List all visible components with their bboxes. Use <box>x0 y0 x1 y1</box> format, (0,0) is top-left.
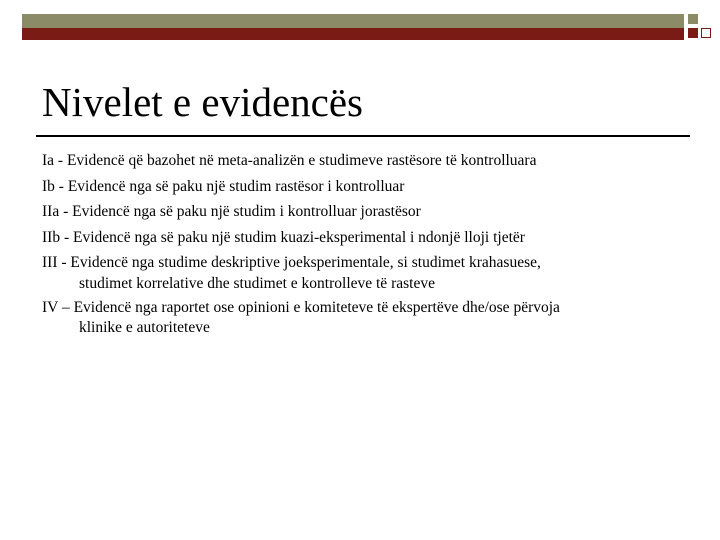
level-text-continuation: studimet korrelative dhe studimet e kontrolleve të rasteve <box>79 274 435 292</box>
level-text: III - Evidencë nga studime deskriptive joeksperimentale, si studimet krahasuese, <box>42 254 541 271</box>
list-item <box>42 199 682 225</box>
list-item <box>42 250 682 295</box>
corner-square-maroon <box>688 28 698 38</box>
corner-square-olive <box>688 14 698 24</box>
corner-square-outline <box>701 28 711 38</box>
level-text: Ib - Evidencë nga së paku një studim rastësor i kontrolluar <box>42 177 405 195</box>
evidence-levels-list <box>42 148 682 339</box>
top-decor-bar-olive <box>22 14 684 28</box>
list-item <box>42 174 682 200</box>
level-text: IIb - Evidencë nga së paku një studim kuazi-eksperimental i ndonjë lloji tjetër <box>42 228 525 246</box>
list-item <box>42 295 682 340</box>
level-text-continuation: klinike e autoriteteve <box>79 319 210 336</box>
level-text: IIa - Evidencë nga së paku një studim i kontrolluar jorastësor <box>42 203 421 220</box>
list-item <box>42 148 682 174</box>
list-item <box>42 225 682 251</box>
level-text: Ia - Evidencë që bazohet në meta-analizën e studimeve rastësore të kontrolluara <box>42 152 537 169</box>
level-text: IV – Evidencë nga raportet ose opinioni e komiteteve të ekspertëve dhe/ose përvoja <box>42 298 560 316</box>
top-decor-bar-maroon <box>22 28 684 40</box>
title-underline <box>36 135 690 137</box>
slide-title: Nivelet e evidencës <box>42 79 364 125</box>
